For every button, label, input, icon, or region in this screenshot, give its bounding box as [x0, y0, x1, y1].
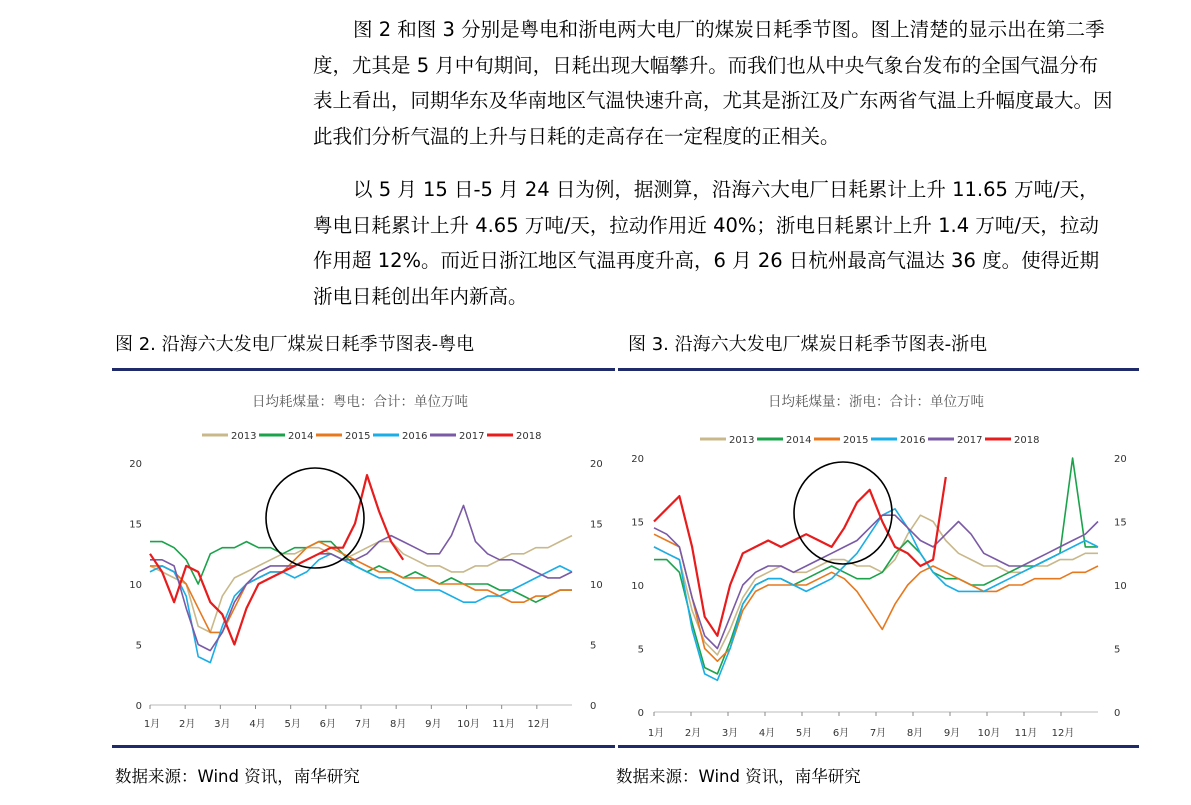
x-tick-label: 2月 [178, 719, 196, 730]
highlight-circle [794, 462, 892, 564]
y-tick-left: 10 [631, 581, 644, 592]
rule-bottom-left [112, 745, 615, 748]
y-tick-right: 0 [590, 701, 597, 712]
legend-label-2014: 2014 [288, 431, 314, 442]
legend-label-2015: 2015 [345, 431, 371, 442]
source-note-right: 数据来源：Wind 资讯，南华研究 [616, 767, 861, 786]
series-line-2013 [654, 515, 1098, 655]
y-tick-right: 20 [590, 459, 603, 470]
y-tick-right: 5 [590, 640, 597, 652]
x-tick-label: 10月 [457, 719, 480, 730]
legend-label-2013: 2013 [231, 431, 257, 442]
rule-top-left [112, 368, 615, 371]
x-tick-label: 3月 [721, 728, 739, 739]
y-tick-left: 5 [637, 644, 644, 656]
y-tick-left: 15 [631, 517, 644, 529]
series-line-2013 [150, 536, 572, 633]
x-tick-label: 11月 [1014, 728, 1038, 739]
x-tick-label: 5月 [284, 719, 301, 730]
series-line-2017 [150, 505, 572, 650]
y-tick-left: 15 [129, 519, 142, 531]
legend-label-2013: 2013 [729, 435, 755, 446]
y-tick-left: 5 [135, 640, 142, 652]
chart-title: 日均耗煤量：浙电：合计：单位万吨 [768, 394, 984, 410]
y-tick-left: 10 [129, 580, 142, 591]
x-tick-label: 11月 [492, 719, 516, 730]
x-tick-label: 12月 [1051, 728, 1075, 739]
y-tick-right: 10 [1114, 581, 1127, 592]
x-tick-label: 2月 [684, 728, 702, 739]
paragraph-2: 以 5 月 15 日-5 月 24 日为例，据测算，沿海六大电厂日耗累计上升 11.65 万吨/天，粤电日耗累计上升 4.65 万吨/天，拉动作用近 40%；浙电日耗累计上升 1.4 万吨/天，拉动作用超 12%。而近日浙江地区气温再度升高，6 月 26 日杭州最高气温达 36 度。使得近期浙电日耗创出年内新高。 [313, 178, 1100, 308]
legend-label-2017: 2017 [459, 431, 485, 442]
y-tick-right: 0 [1114, 708, 1121, 719]
x-tick-label: 4月 [758, 728, 776, 739]
legend-label-2018: 2018 [516, 431, 542, 442]
x-tick-label: 9月 [943, 728, 961, 739]
figure-caption-right: 图 3. 沿海六大发电厂煤炭日耗季节图表-浙电 [628, 334, 988, 355]
rule-top-right [618, 368, 1139, 371]
y-tick-left: 0 [637, 708, 644, 719]
legend-label-2016: 2016 [402, 431, 428, 442]
chart-zhejiang [618, 372, 1139, 744]
x-tick-label: 1月 [143, 719, 161, 730]
series-line-2018 [150, 475, 403, 644]
legend-label-2016: 2016 [900, 435, 926, 446]
y-tick-left: 0 [135, 701, 142, 712]
x-tick-label: 6月 [832, 728, 850, 739]
x-tick-label: 12月 [527, 719, 551, 730]
x-tick-label: 5月 [795, 728, 813, 739]
source-note-left: 数据来源：Wind 资讯，南华研究 [115, 767, 360, 786]
x-tick-label: 3月 [214, 719, 231, 730]
x-tick-label: 8月 [906, 728, 924, 739]
x-tick-label: 6月 [319, 719, 337, 730]
legend-label-2017: 2017 [957, 435, 983, 446]
y-tick-right: 20 [1114, 454, 1127, 465]
chart-guangdong [112, 372, 615, 744]
y-tick-right: 15 [1114, 517, 1127, 529]
paragraph-1: 图 2 和图 3 分别是粤电和浙电两大电厂的煤炭日耗季节图。图上清楚的显示出在第二季度，尤其是 5 月中旬期间，日耗出现大幅攀升。而我们也从中央气象台发布的全国气温分布表上看出，同期华东及华南地区气温快速升高，尤其是浙江及广东两省气温上升幅度最大。因此我们分析气温的上升与日耗的走高存在一定程度的正相关。 [313, 18, 1113, 148]
x-tick-label: 10月 [977, 728, 1001, 739]
x-tick-label: 9月 [425, 719, 442, 730]
chart-title: 日均耗煤量：粤电：合计：单位万吨 [252, 394, 468, 410]
highlight-circle [266, 468, 364, 568]
x-tick-label: 7月 [354, 719, 372, 730]
x-tick-label: 7月 [869, 728, 887, 739]
y-tick-right: 5 [1114, 644, 1121, 656]
legend-label-2015: 2015 [843, 435, 869, 446]
y-tick-right: 10 [590, 580, 603, 591]
legend-label-2014: 2014 [786, 435, 812, 446]
y-tick-left: 20 [631, 454, 644, 465]
legend-label-2018: 2018 [1014, 435, 1040, 446]
series-line-2018 [654, 477, 946, 636]
x-tick-label: 8月 [389, 719, 407, 730]
y-tick-left: 20 [129, 459, 142, 470]
y-tick-right: 15 [590, 519, 603, 531]
series-line-2016 [654, 509, 1098, 681]
x-tick-label: 4月 [249, 719, 266, 730]
rule-bottom-right [618, 745, 1139, 748]
x-tick-label: 1月 [647, 728, 665, 739]
figure-caption-left: 图 2. 沿海六大发电厂煤炭日耗季节图表-粤电 [115, 334, 475, 355]
series-line-2017 [654, 515, 1098, 648]
